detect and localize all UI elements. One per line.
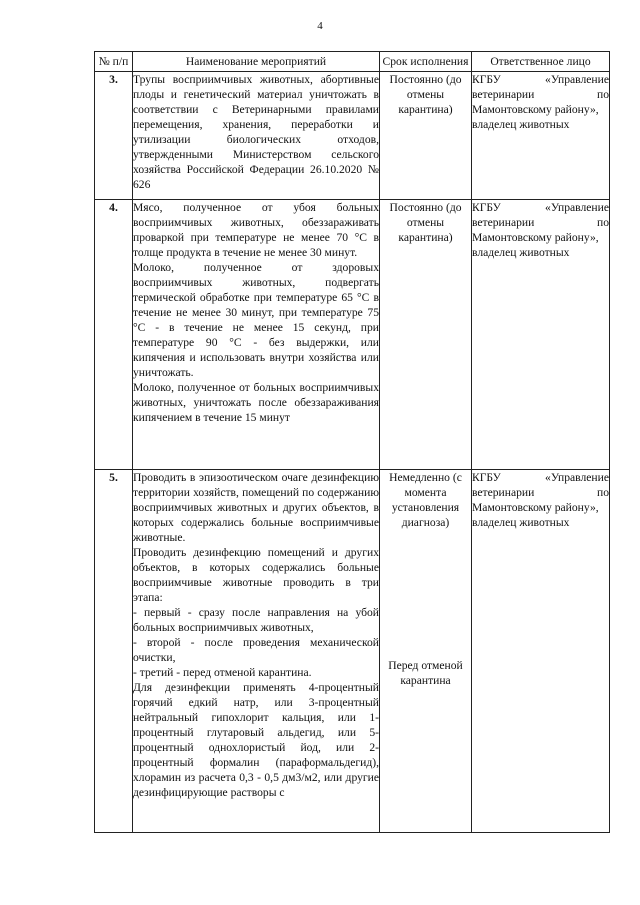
header-name: Наименование мероприятий [133,52,380,72]
measure-text [133,470,380,833]
owner-text: владелец животных [472,118,570,131]
org-name-part: Мамонтовскому району», [472,103,599,116]
measure-text [133,72,380,200]
term-cell [380,200,472,470]
org-name-part: по [596,216,609,229]
org-name-part: по [596,486,609,499]
org-line-1 [472,72,609,87]
measure-paragraph: Для дезинфекции применять 4-процентный горячий едкий натр, или 3-процентный нейтральный гипохлорит кальция, или 1-процентный глутаровый альдегид, или 5-процентный однохлористый йод, или 2-процентный формалин (параформальдегид), хлорамин из расчета 0,3 - 0,5 дм3/м2, или другие дезинфицирующие растворы с [133,681,379,799]
measures-table [94,51,610,833]
responsible-cell [472,200,610,470]
org-name-part: ветеринарии [472,88,535,101]
term-text-second: Перед отменой карантина [388,659,463,687]
org-abbr: КГБУ [472,471,501,484]
table-header-row [95,52,610,72]
header-responsible: Ответственное лицо [472,52,610,72]
responsible-cell [472,72,610,200]
table-row [95,470,610,833]
org-abbr: КГБУ [472,201,501,214]
measure-paragraph: - третий - перед отменой карантина. [133,666,312,679]
table-row [95,200,610,470]
measure-paragraph: Молоко, полученное от больных восприимчивых животных, уничтожать после обеззараживания кипячением в течение 15 минут [133,381,379,424]
org-line-2 [472,485,609,500]
measure-paragraph: Трупы восприимчивых животных, абортивные плоды и генетический материал уничтожать в соответствии с Ветеринарными правилами перемещения, хранения, переработки и утилизации биологических отходов, утвержденными Министерством сельского хозяйства Российской Федерации 26.10.2020 № 626 [133,73,379,191]
org-line-1 [472,470,609,485]
org-name-part: Мамонтовскому району», [472,501,599,514]
term-text: Постоянно (до отмены карантина) [389,73,462,116]
org-line-2 [472,87,609,102]
header-num: № п/п [95,52,133,72]
org-name-part: по [596,88,609,101]
org-name-part: «Управление [545,471,609,484]
measure-paragraph: Мясо, полученное от убоя больных восприимчивых животных, обеззараживать проваркой при температуре не менее 70 °С в толще продукта в течение не менее 30 минут. [133,201,379,259]
measure-paragraph: Проводить в эпизоотическом очаге дезинфекцию территории хозяйств, помещений по содержанию восприимчивых животных и других объектов, в которых содержались больные восприимчивые животные. [133,471,379,544]
owner-text: владелец животных [472,246,570,259]
row-number: 4. [95,200,133,470]
org-name-part: Мамонтовскому району», [472,231,599,244]
org-line-1 [472,200,609,215]
responsible-cell [472,470,610,833]
org-name-part: ветеринарии [472,486,535,499]
header-term: Срок исполнения [380,52,472,72]
measure-text [133,200,380,470]
term-cell [380,72,472,200]
term-cell [380,470,472,833]
row-number: 3. [95,72,133,200]
term-text: Постоянно (до отмены карантина) [389,201,462,244]
org-name-part: ветеринарии [472,216,535,229]
owner-text: владелец животных [472,516,570,529]
org-name-part: «Управление [545,201,609,214]
org-abbr: КГБУ [472,73,501,86]
org-line-2 [472,215,609,230]
measure-paragraph: - первый - сразу после направления на убой больных восприимчивых животных, [133,606,379,634]
row-number: 5. [95,470,133,833]
page-number: 4 [317,20,323,32]
org-name-part: «Управление [545,73,609,86]
measure-paragraph: Проводить дезинфекцию помещений и других объектов, в которых содержались больные восприимчивые животные проводить в три этапа: [133,546,379,604]
term-text: Немедленно (с момента установления диагноза) [389,471,462,529]
measure-paragraph: - второй - после проведения механической очистки, [133,636,379,664]
measure-paragraph: Молоко, полученное от здоровых восприимчивых животных, подвергать термической обработке при температуре 65 °С в течение не менее 30 минут, при температуре 75 °С - в течение не менее 15 секунд, при температуре 90 °С - без выдержки, или кипячения и использовать внутри хозяйства или уничтожать. [133,261,379,379]
table-row [95,72,610,200]
